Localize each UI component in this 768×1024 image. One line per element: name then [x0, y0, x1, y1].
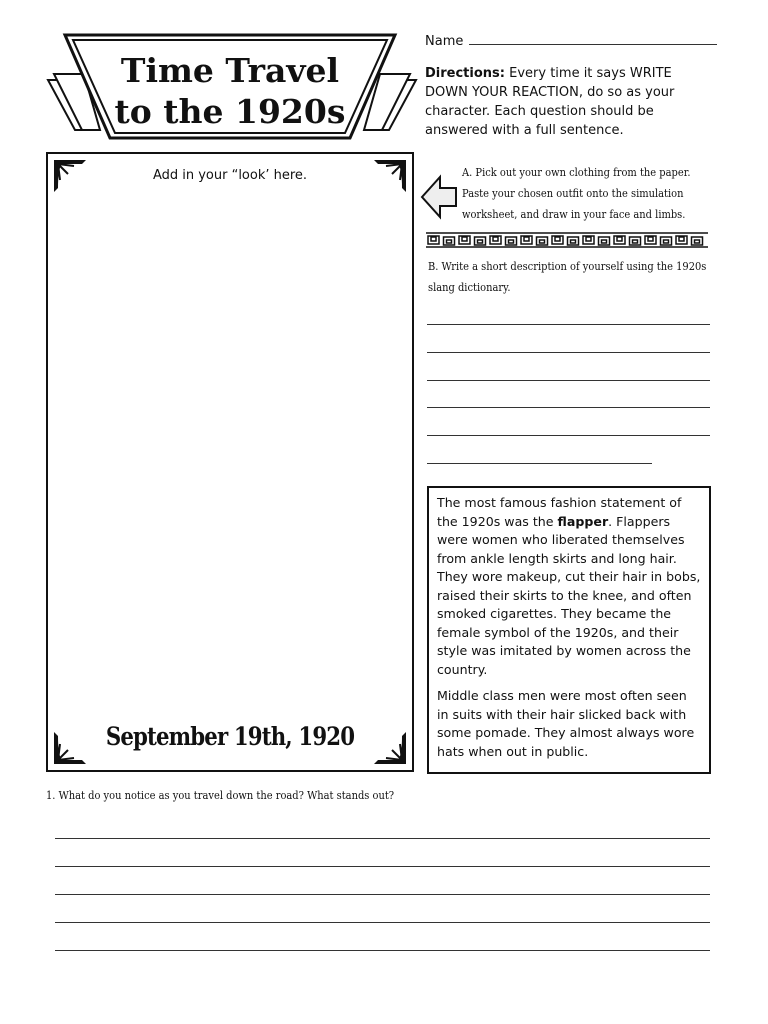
step-a-text: A. Pick out your own clothing from the paper. Paste your chosen outfit onto the simulation worksheet, and draw in your face and limbs.	[462, 165, 691, 221]
title-line-1: Time Travel	[120, 51, 340, 90]
title-line-2: to the 1920s	[114, 92, 346, 131]
info-text: . Flappers were women who liberated themselves from ankle length skirts and long hair. They wore makeup, cut their hair in bobs, raised their skirts to the knee, and often smoked cigarettes. They became the female symbol of the 1920s, and their style was imitated by women across the country.	[437, 513, 701, 677]
arrow-left-icon	[420, 174, 458, 220]
directions-label: Directions:	[425, 66, 505, 81]
answer-line[interactable]	[55, 838, 710, 839]
info-paragraph-1	[437, 494, 701, 679]
directions	[425, 64, 715, 140]
name-input-line[interactable]	[469, 44, 717, 45]
answer-line[interactable]	[55, 866, 710, 867]
answer-line[interactable]	[427, 324, 710, 325]
info-bold: flapper	[557, 513, 609, 529]
look-label: Add in your “look’ here.	[152, 168, 308, 183]
question-1: 1. What do you notice as you travel down the road? What stands out?	[46, 788, 395, 802]
directions-text: Every time it says WRITE DOWN YOUR REACTION, do so as your character. Each question should be answered with a full sentence.	[425, 66, 675, 138]
name-label: Name	[425, 34, 464, 49]
info-paragraph-2: Middle class men were most often seen in suits with their hair slicked back with some pomade. They almost always wore hats when out in public.	[437, 688, 695, 759]
corner-ornament-icon	[372, 158, 408, 194]
date-heading: September 19th, 1920	[105, 722, 355, 751]
fashion-info-box	[427, 486, 711, 774]
answer-line[interactable]	[427, 380, 710, 381]
answer-line[interactable]	[427, 463, 652, 464]
answer-line[interactable]	[427, 407, 710, 408]
corner-ornament-icon	[52, 158, 88, 194]
answer-line[interactable]	[427, 352, 710, 353]
outfit-drawing-area[interactable]	[46, 152, 414, 772]
name-field[interactable]	[425, 34, 717, 49]
answer-line[interactable]	[427, 435, 710, 436]
answer-line[interactable]	[55, 894, 710, 895]
page-title	[95, 50, 365, 132]
info-text: The most famous fashion statement of the 1920s was the	[437, 495, 682, 529]
step-b-text: B. Write a short description of yourself using the 1920s slang dictionary.	[428, 259, 707, 294]
answer-line[interactable]	[55, 922, 710, 923]
answer-line[interactable]	[55, 950, 710, 951]
greek-key-divider	[426, 232, 708, 248]
